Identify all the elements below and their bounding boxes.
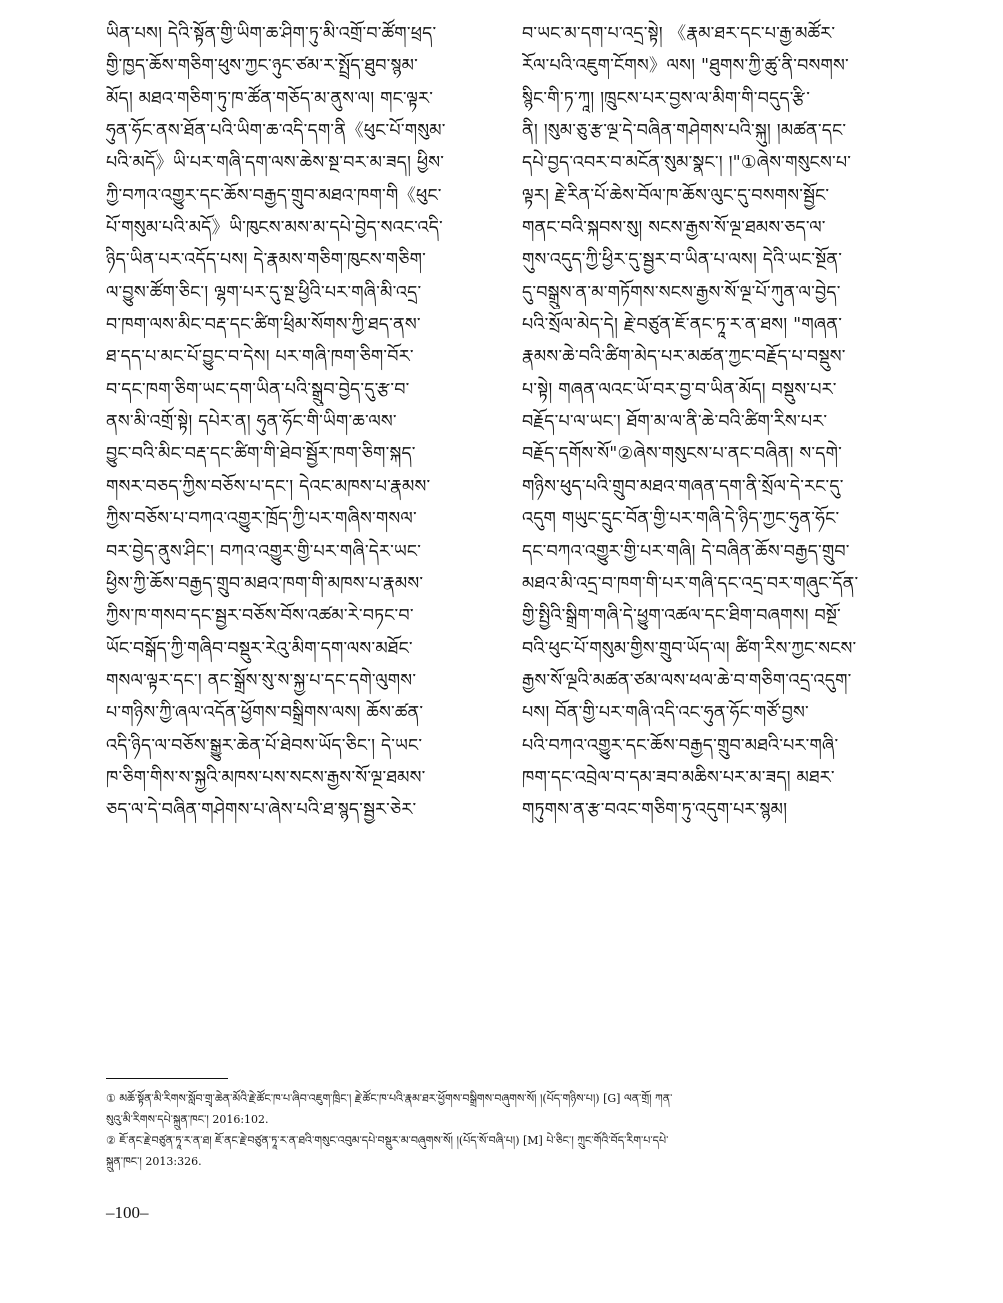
page-number: –100– xyxy=(106,1203,149,1222)
body-text-line: ནི། །སུམ་ཅུ་རྩ་ལྔ་དེ་བཞིན་གཤེགས་པའི་སྐུ། །མཚན་དང་ xyxy=(522,121,847,142)
body-text-line: ཡོང་བསྒོད་ཀྱི་གཞིབ་བསྡུར་རེའུ་མིག་དག་ལས་མཐོང་ xyxy=(106,638,413,659)
body-text-line: ཡིན་པས། དེའི་སྟོན་གྱི་ཡིག་ཆ་ཤིག་ཏུ་མི་འགྲོ་བ་ཚོག་ཕྲད་ xyxy=(106,24,437,44)
body-text-line: བརྗོད་དགོས་སོ"②ཞེས་གསུངས་པ་ནང་བཞིན། ས་དགེ་ xyxy=(522,444,842,465)
body-text-line: པོ་གསུམ་པའི་མདོ》ཡི་ཁུངས་མས་མ་དཔེ་བྱེད་སའང་འདི་ xyxy=(106,218,443,239)
body-text-line: བ་ཡང་མ་དག་པ་འདྲ་སྟེ། 《རྣམ་ཐར་དང་པ་རྒྱ་མཚོར་ xyxy=(522,24,836,44)
body-text-line: པའི་མདོ》ཡི་པར་གཞི་དག་ལས་ཆེས་སྔ་བར་མ་ཟད། ཕྱིས་ xyxy=(106,153,445,174)
body-text-line: གུས་འདུད་ཀྱི་ཕྱིར་དུ་སྦྱར་བ་ཡིན་པ་ལས། དེའི་ཡང་སྔོན་ xyxy=(522,250,843,271)
body-text-line: རྣམས་ཆེ་བའི་ཚིག་མེད་པར་མཚན་ཀྱང་བརྗོད་པ་བསྡུས་ xyxy=(522,347,846,368)
body-text-line: འདི་ཉིད་ལ་བཅོས་སྒྱུར་ཆེན་པོ་ཐེབས་ཡོད་ཅིང་། དེ་ཡང་ xyxy=(106,735,423,756)
body-text-line: གནང་བའི་སྐབས་སུ། སངས་རྒྱས་སོ་ལྔ་ཐམས་ཅད་ལ་ xyxy=(522,218,826,239)
right-text-column xyxy=(522,18,917,827)
body-text-line: གསལ་ལྟར་དང་། ནང་སྒྲོས་སུ་ས་སྐྱ་པ་དང་དགེ་ལུགས་ xyxy=(106,670,417,691)
body-text-line: བའི་ཕུང་པོ་གསུམ་གྱིས་གྲུབ་ཡོད་ལ། ཚིག་རིས་ཀྱང་སངས་ xyxy=(522,638,857,659)
body-text-line: བར་བྱེད་ནུས་ཤིང་། བཀའ་འགྱུར་གྱི་པར་གཞི་དེར་ཡང་ xyxy=(106,541,422,562)
body-text-line: འདུག གཡུང་དྲུང་བོན་གྱི་པར་གཞི་དེ་ཉིད་ཀྱང་ཧུན་ཧོང་ xyxy=(522,509,840,530)
body-text-line: གྱི་སྤྱིའི་སྒྲིག་གཞི་དེ་ཕྱུག་འཚལ་དང་ཐིག་བཞགས། བསྔོ་ xyxy=(522,606,841,627)
body-text-line: པའི་སྲོལ་མེད་དེ། རྗེ་བཙུན་ཇོ་ནང་ཏཱ་ར་ན་ཐས། "གཞན་ xyxy=(522,315,843,336)
body-text-line: ཧུན་ཧོང་ནས་ཐོན་པའི་ཡིག་ཆ་འདི་དག་ནི《ཕུང་པོ་གསུམ་ xyxy=(106,121,446,142)
footnotes xyxy=(106,1088,940,1172)
body-text-line: དཔེ་བྱད་འབར་བ་མངོན་སུམ་སྣང་། །"①ཞེས་གསུངས་པ་ xyxy=(522,153,852,174)
body-text-line: སྙིང་གི་ཏ་ཀཱ། །ཁྲུངས་པར་བྱས་ལ་མིག་གི་བདུད་རྩི་ xyxy=(522,88,811,109)
body-text-line: གཉིས་ཕུད་པའི་གྲུབ་མཐའ་གཞན་དག་ནི་སྲོལ་དེ་རང་དུ་ xyxy=(522,476,844,497)
body-text-line: ཉིད་ཡིན་པར་འདོད་པས། དེ་རྣམས་གཅིག་ཁུངས་གཅིག་ xyxy=(106,250,427,271)
body-text-line: གཏུགས་ན་རྩ་བའང་གཅིག་ཏུ་འདུག་པར་སྙམ། xyxy=(522,800,788,821)
footnote-line: ① མཆོ་སྟོན་མི་རིགས་སློབ་གྲྭ་ཆེན་མོའི་རྗེ་ཚོང་ཁ་པ་ཞིབ་འཇུག་ཁྲིང་། རྗེ་ཚོང་ཁ་པའི་རྣམ་ཐར་ཕྱོགས་བསྒྲིགས་བཞུགས་སོ། །(པོད་གཉིས་པ།) [G] ལན་གྲོ། ཀན་ xyxy=(106,1092,673,1105)
body-text-line: གསར་བཅད་ཀྱིས་བཅོས་པ་དང་། དེའང་མཁས་པ་རྣམས་ xyxy=(106,476,431,497)
body-text-line: རོལ་པའི་འཇུག་ངོགས》ལས། "ཐུགས་ཀྱི་ཚུ་ནི་བསགས་ xyxy=(522,56,849,77)
footnote-line: ② ཇོ་ནང་རྗེ་བཙུན་ཏཱ་ར་ན་ཐ། ཇོ་ནང་རྗེ་བཙུན་ཏཱ་ར་ན་ཐའི་གསུང་འབུམ་དཔེ་བསྡུར་མ་བཞུགས་སོ། །(པོད་སོ་བཞི་པ།) [M] པེ་ཅིང་། ཀྲུང་གོའི་བོད་རིག་པ་དཔེ་ xyxy=(106,1134,669,1147)
body-text-line: ཐ་དད་པ་མང་པོ་བྱུང་བ་དེས། པར་གཞི་ཁག་ཅིག་བོར་ xyxy=(106,347,414,368)
body-text-line: ཀྱིས་བཅོས་པ་བཀའ་འགྱུར་ཁྲོད་ཀྱི་པར་གཞིས་གསལ་ xyxy=(106,509,417,530)
body-text-line: པ་སྟེ། གཞན་ལའང་ཡོ་བར་བྱ་བ་ཡིན་མོད། བསྡུས་པར་ xyxy=(522,379,837,400)
body-text-line: པ་གཉིས་ཀྱི་ཞལ་འདོན་ཕྱོགས་བསྒྲིགས་ལས། ཆོས་ཚན་ xyxy=(106,703,424,724)
body-text-line: བྱུང་བའི་མིང་བརྡ་དང་ཚིག་གི་ཐེབ་སྦྱོར་ཁག་ཅིག་སྐད་ xyxy=(106,444,416,465)
body-text-line: ནས་མི་འགྲོ་སྟེ། དཔེར་ན། ཧུན་ཧོང་གི་ཡིག་ཆ་ལས་ xyxy=(106,412,397,433)
body-text-line: ཀྱིས་ཁ་གསབ་དང་སྦྱར་བཅོས་བོས་འཚམ་རེ་བཏང་བ་ xyxy=(106,606,414,627)
footnote-line: སྐྲུན་ཁང་། 2013:326. xyxy=(106,1155,202,1168)
body-text-line: ཅད་ལ་དེ་བཞིན་གཤེགས་པ་ཞེས་པའི་ཐ་སྙད་སྦྱར་ཅེར་ xyxy=(106,800,417,821)
body-text-line: དང་བཀའ་འགྱུར་གྱི་པར་གཞི། དེ་བཞིན་ཆོས་བརྒྱད་གྲུབ་ xyxy=(522,541,850,562)
body-text-line: ལྟར། རྗེ་རིན་པོ་ཆེས་བོལ་ཁ་ཆོས་ལུང་དུ་བསགས་སྦྱོང་ xyxy=(522,185,830,206)
body-text-line: ཁ་ཅིག་གིས་ས་སྐྱའི་མཁས་པས་སངས་རྒྱས་སོ་ལྔ་ཐམས་ xyxy=(106,767,426,788)
body-text-line: དུ་བསྒྲུས་ན་མ་གཏོགས་སངས་རྒྱས་སོ་ལྔ་པོ་ཀུན་ལ་བྱེད་ xyxy=(522,282,841,303)
body-text-line: བརྗོད་པ་ལ་ཡང་། ཐོག་མ་ལ་ནི་ཆེ་བའི་ཚིག་རིས་པར་ xyxy=(522,412,828,433)
left-text-column xyxy=(106,18,501,827)
body-text-line: པའི་བཀའ་འགྱུར་དང་ཆོས་བརྒྱད་གྲུབ་མཐའི་པར་གཞི་ xyxy=(522,735,839,756)
footnote-divider xyxy=(106,1078,228,1079)
body-text-line: རྒྱས་སོ་ལྔའི་མཚན་ཙམ་ལས་ཕལ་ཆེ་བ་གཅིག་འདྲ་འདུག་ xyxy=(522,670,852,691)
body-text-line: ལ་བྱུས་ཚོག་ཅིང་། ལྷག་པར་དུ་སྔ་ཕྱིའི་པར་གཞི་མི་འདྲ་ xyxy=(106,282,422,303)
body-text-line: གྱི་ཁྱད་ཆོས་གཅིག་ཕུས་ཀྱང་ཉུང་ཙམ་ར་སྤྲོད་ཐུབ་སྙམ་ xyxy=(106,56,419,77)
body-text-line: བ་དང་ཁག་ཅིག་ཡང་དག་ཡིན་པའི་སྒྲུབ་བྱེད་དུ་རྩ་བ་ xyxy=(106,379,410,400)
body-text-line: མཐའ་མི་འདྲ་བ་ཁག་གི་པར་གཞི་དང་འདྲ་བར་གཞུང་དོན་ xyxy=(522,573,859,594)
body-text-line: ཀྱི་བཀའ་འགྱུར་དང་ཆོས་བརྒྱད་གྲུབ་མཐའ་ཁག་གི《ཕུང་ xyxy=(106,185,442,206)
footnote-line: སུའུ་མི་རིགས་དཔེ་སྐྲུན་ཁང་། 2016:102. xyxy=(106,1113,269,1126)
body-text-line: ཁག་དང་འབྲེལ་བ་དམ་ཟབ་མཆིས་པར་མ་ཟད། མཐར་ xyxy=(522,767,835,788)
body-text-line: ཕྱིས་ཀྱི་ཆོས་བརྒྱད་གྲུབ་མཐའ་ཁག་གི་མཁས་པ་རྣམས་ xyxy=(106,573,424,594)
body-text-line: མོད། མཐའ་གཅིག་ཏུ་ཁ་ཚོན་གཅོད་མ་ནུས་ལ། གང་ལྟར་ xyxy=(106,88,434,109)
body-text-line: པས། བོན་གྱི་པར་གཞི་འདི་འང་ཧུན་ཧོང་གཙོ་བྱས་ xyxy=(522,703,809,724)
body-text-line: བ་ཁག་ལས་མིང་བརྡ་དང་ཚིག་ཕྲིམ་སོགས་ཀྱི་ཐད་ནས་ xyxy=(106,315,421,336)
